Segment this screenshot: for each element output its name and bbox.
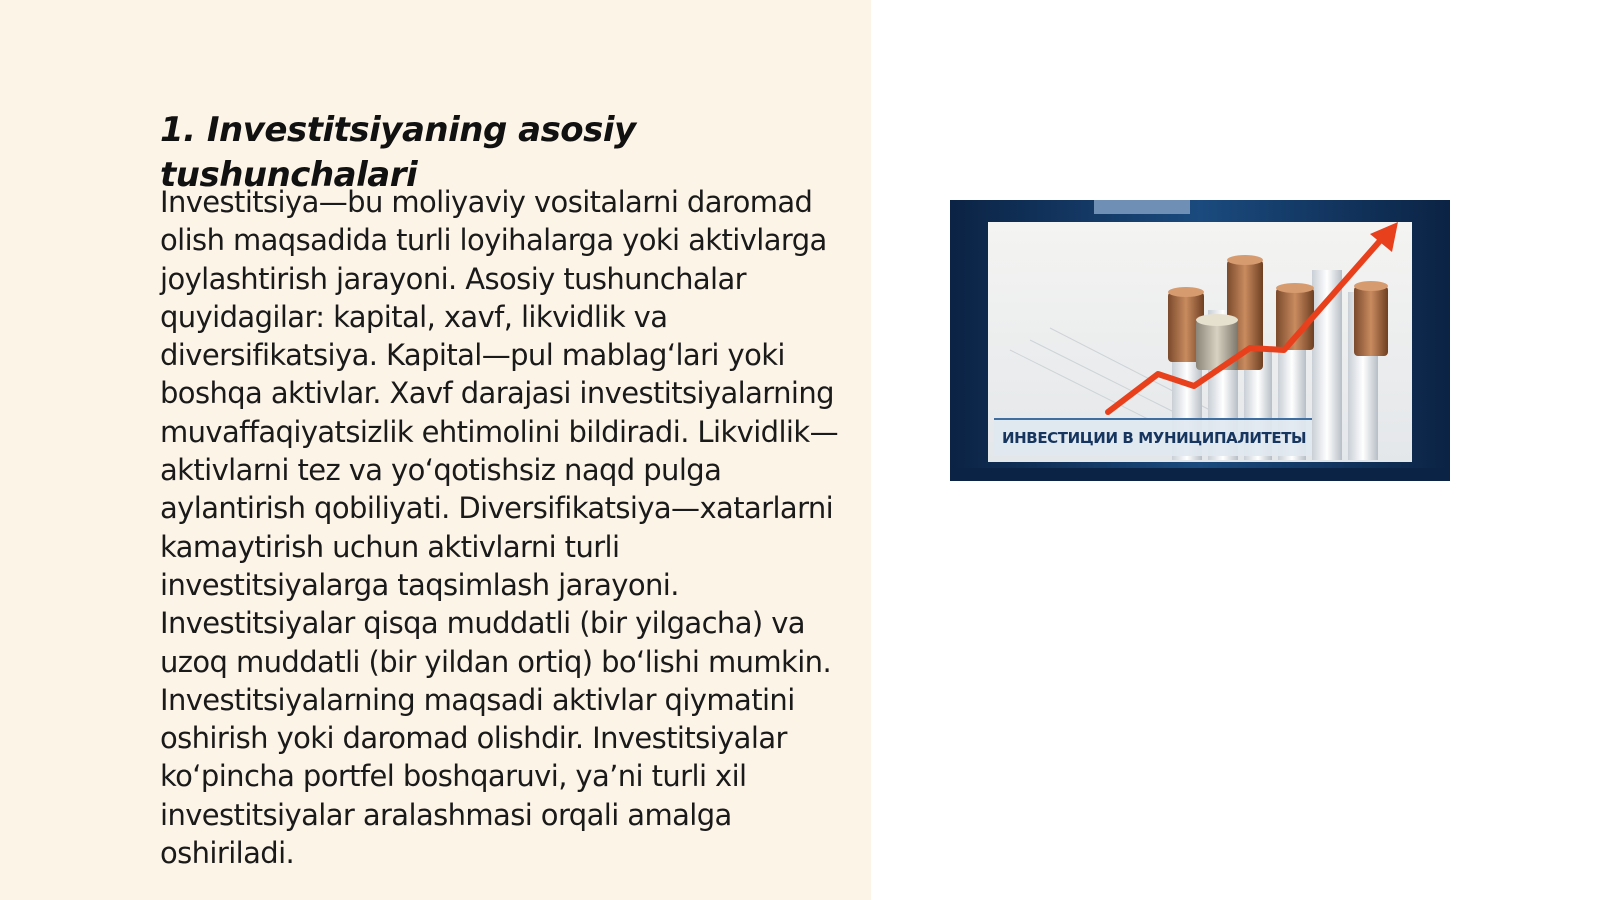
slide-heading: 1. Investitsiyaning asosiy tushunchalari [160,110,636,195]
text-block [160,108,850,872]
image-caption: ИНВЕСТИЦИИ В МУНИЦИПАЛИТЕТЫ [1002,429,1307,447]
image-caption-bar [994,418,1312,456]
slide-body-text: Investitsiya—bu moliyaviy vositalarni daromad olish maqsadida turli loyihalarga yoki aktivlarga joylashtirish jarayoni. Asosiy tushunchalar quyidagilar: kapital, xavf, likvidlik va diversifikatsiya. Kapital—pul mablagʻlari yoki boshqa aktivlar. Xavf darajasi investitsiyalarning muvaffaqiyatsizlik ehtimolini bildiradi. Likvidlik—aktivlarni tez va yoʻqotishsiz naqd pulga aylantirish qobiliyati. Diversifikatsiya—xatarlarni kamaytirish uchun aktivlarni turli investitsiyalarga taqsimlash jarayoni. Investitsiyalar qisqa muddatli (bir yilgacha) va uzoq muddatli (bir yildan ortiq) boʻlishi mumkin. Investitsiyalarning maqsadi aktivlar qiymatini oshirish yoki daromad olishdir. Investitsiyalar koʻpincha portfel boshqaruvi, yaʼni turli xil investitsiyalar aralashmasi orqali amalga oshiriladi. [160,185,838,871]
investment-photo [950,200,1450,481]
